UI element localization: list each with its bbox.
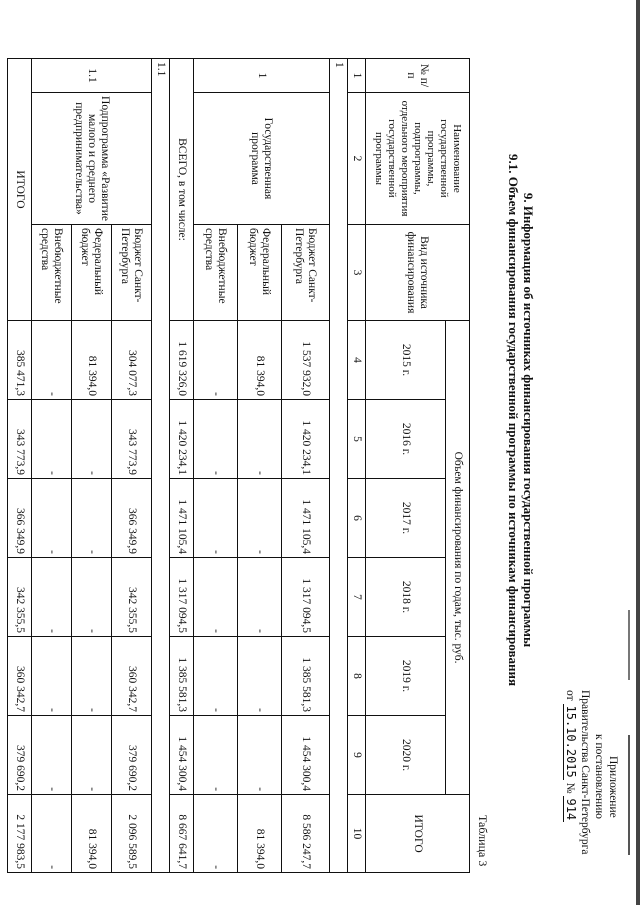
- table-cell: -: [238, 637, 282, 716]
- table-number: Таблица 3: [476, 815, 490, 867]
- table-cell: -: [32, 400, 72, 479]
- table-cell: 1 317 094,5: [170, 558, 194, 637]
- scan-mark: [628, 610, 630, 680]
- table-row: [112, 59, 152, 873]
- table-cell: 81 394,0: [72, 321, 112, 400]
- table-cell: 366 349,9: [8, 479, 32, 558]
- header-total: ИТОГО: [366, 795, 470, 873]
- column-number: 5: [348, 400, 366, 479]
- header-year: 2017 г.: [366, 479, 446, 558]
- table-cell: 1 537 932,0: [282, 321, 330, 400]
- table-cell: 343 773,9: [112, 400, 152, 479]
- table-cell: 1 454 300,4: [282, 716, 330, 795]
- appendix-block: [563, 690, 620, 900]
- row-name: Подпрограмма «Развитие малого и среднего предпринимательства»: [32, 93, 152, 225]
- section-title: 9. Информация об источниках финансирования государственной программы: [521, 192, 536, 648]
- table-cell: 366 349,9: [112, 479, 152, 558]
- table-cell: 81 394,0: [238, 321, 282, 400]
- row-source: Бюджет Санкт-Петербурга: [282, 225, 330, 321]
- appendix-from-label: от: [564, 690, 576, 701]
- row-no: 1: [194, 59, 330, 93]
- appendix-number-label: №: [564, 782, 576, 794]
- table-cell: -: [194, 637, 238, 716]
- table-cell: -: [72, 400, 112, 479]
- table-cell: 1 471 105,4: [170, 479, 194, 558]
- table-cell: 385 471,3: [8, 321, 32, 400]
- scan-edge-line: [636, 0, 640, 905]
- table-cell: 1 385 581,3: [282, 637, 330, 716]
- row-source: Внебюджетные средства: [194, 225, 238, 321]
- table-cell: 1 471 105,4: [282, 479, 330, 558]
- header-year: 2019 г.: [366, 637, 446, 716]
- appendix-title: Приложение: [607, 756, 619, 818]
- header-row: [446, 59, 470, 873]
- header-year: 2020 г.: [366, 716, 446, 795]
- total-label: ВСЕГО, в том числе:: [170, 59, 194, 321]
- row-no: 1.1: [32, 59, 152, 93]
- header-year: 2016 г.: [366, 400, 446, 479]
- table-cell: -: [238, 400, 282, 479]
- table-cell: 1 454 300,4: [170, 716, 194, 795]
- table-cell: -: [238, 716, 282, 795]
- section-row-label: 1.1: [152, 59, 170, 873]
- table-cell: -: [32, 637, 72, 716]
- table-cell: 360 342,7: [8, 637, 32, 716]
- column-number: 1: [348, 59, 366, 93]
- appendix-government: Правительства Санкт-Петербурга: [579, 690, 591, 855]
- table-cell: -: [32, 479, 72, 558]
- column-number: 7: [348, 558, 366, 637]
- table-cell: 8 586 247,7: [282, 795, 330, 873]
- column-number: 6: [348, 479, 366, 558]
- table-cell: 2 096 589,5: [112, 795, 152, 873]
- table-cell: -: [32, 716, 72, 795]
- table-cell: 379 690,2: [112, 716, 152, 795]
- table-cell: -: [194, 400, 238, 479]
- table-cell: 1 420 234,1: [170, 400, 194, 479]
- row-source: Федеральный бюджет: [238, 225, 282, 321]
- table-cell: 1 420 234,1: [282, 400, 330, 479]
- section-row: [152, 59, 170, 873]
- table-cell: 1 619 326,0: [170, 321, 194, 400]
- table-cell: -: [194, 558, 238, 637]
- row-source: Внебюджетные средства: [32, 225, 72, 321]
- table-cell: -: [72, 479, 112, 558]
- table-cell: 1 385 581,3: [170, 637, 194, 716]
- subsection-title: 9.1. Объем финансирования государственной программы по источникам финансирования: [506, 154, 521, 686]
- table-cell: -: [32, 558, 72, 637]
- header-source: Вид источника финансирования: [366, 225, 470, 321]
- table-cell: 1 317 094,5: [282, 558, 330, 637]
- column-number: 8: [348, 637, 366, 716]
- table-cell: 360 342,7: [112, 637, 152, 716]
- header-no: № п/п: [366, 59, 470, 93]
- table-cell: -: [72, 637, 112, 716]
- appendix-number: 914: [564, 798, 578, 821]
- table-cell: -: [194, 795, 238, 873]
- itogo-row: [8, 59, 32, 873]
- section-row: [330, 59, 348, 873]
- header-name: Наименование государственной программы, подпрограммы, отдельного мероприятия государственной программы: [366, 93, 470, 225]
- table-cell: 379 690,2: [8, 716, 32, 795]
- column-number: 10: [348, 795, 366, 873]
- row-name: Государственная программа: [194, 93, 330, 225]
- table-cell: -: [194, 321, 238, 400]
- column-number: 2: [348, 93, 366, 225]
- table-cell: -: [72, 558, 112, 637]
- table-cell: 81 394,0: [72, 795, 112, 873]
- row-source: Федеральный бюджет: [72, 225, 112, 321]
- column-number: 9: [348, 716, 366, 795]
- table-cell: -: [194, 716, 238, 795]
- table-cell: 342 355,5: [112, 558, 152, 637]
- table-cell: -: [72, 716, 112, 795]
- table-cell: 304 077,3: [112, 321, 152, 400]
- table-cell: -: [194, 479, 238, 558]
- row-source: Бюджет Санкт-Петербурга: [112, 225, 152, 321]
- table-row: [282, 59, 330, 873]
- scan-mark: [628, 735, 630, 855]
- header-year: 2018 г.: [366, 558, 446, 637]
- appendix-date: 15.10.2015: [564, 705, 578, 778]
- table-cell: -: [238, 558, 282, 637]
- section-row-label: 1: [330, 59, 348, 873]
- column-number-row: [348, 59, 366, 873]
- table-cell: 8 667 641,7: [170, 795, 194, 873]
- itogo-label: ИТОГО: [8, 59, 32, 321]
- table-cell: -: [32, 321, 72, 400]
- table-cell: 81 394,0: [238, 795, 282, 873]
- column-number: 3: [348, 225, 366, 321]
- table-cell: 343 773,9: [8, 400, 32, 479]
- financing-table: [7, 58, 470, 873]
- table-cell: -: [32, 795, 72, 873]
- total-row: [170, 59, 194, 873]
- column-number: 4: [348, 321, 366, 400]
- appendix-decree: к постановлению: [593, 734, 605, 819]
- header-year: 2015 г.: [366, 321, 446, 400]
- table-cell: 342 355,5: [8, 558, 32, 637]
- table-cell: -: [238, 479, 282, 558]
- header-volume: Объем финансирования по годам, тыс. руб.: [446, 321, 470, 795]
- appendix-date-line: [563, 690, 578, 900]
- table-cell: 2 177 983,5: [8, 795, 32, 873]
